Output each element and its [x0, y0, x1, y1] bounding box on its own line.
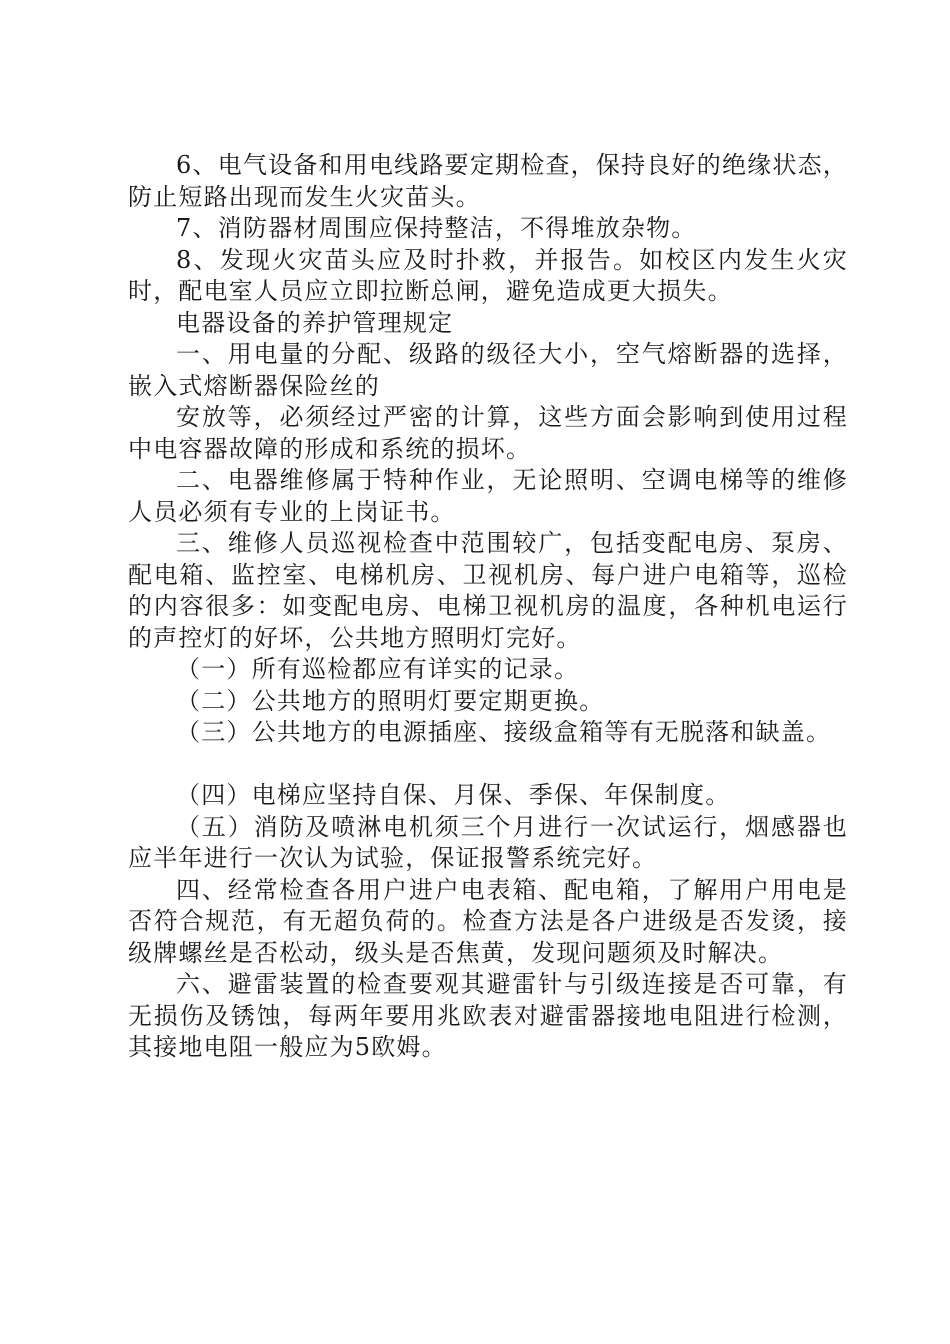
- paragraph-7-fire-equipment: 7、消防器材周围应保持整洁，不得堆放杂物。: [176, 214, 697, 242]
- paragraph-subitem-2-lighting: （二）公共地方的照明灯要定期更换。: [176, 686, 605, 715]
- paragraph-subitem-5-fire-pump: （五）消防及喷淋电机须三个月进行一次试运行，烟感器也应半年进行一次认为试验，保证报警系统完好。: [128, 812, 848, 872]
- paragraph-item-2-certification: 二、电器维修属于特种作业，无论照明、空调电梯等的维修人员必须有专业的上岗证书。: [128, 466, 848, 526]
- paragraph-subitem-3-sockets: （三）公共地方的电源插座、接级盒箱等有无脱落和缺盖。: [176, 718, 832, 746]
- paragraph-item-1-distribution: 一、用电量的分配、级路的级径大小，空气熔断器的选择，嵌入式熔断器保险丝的: [128, 340, 848, 400]
- paragraph-subitem-4-elevator: （四）电梯应坚持自保、月保、季保、年保制度。: [176, 781, 731, 809]
- paragraph-subitem-1-records: （一）所有巡检都应有详实的记录。: [176, 655, 580, 683]
- paragraph-item-4-meter-check: 四、经常检查各用户进户电表箱、配电箱，了解用户用电是否符合规范，有无超负荷的。检查方法是各户进级是否发烫，接级牌螺丝是否松动，级头是否焦黄，发现问题须及时解决。: [128, 875, 848, 967]
- paragraph-6-electrical-inspection: 6、电气设备和用电线路要定期检查，保持良好的绝缘状态，防止短路出现而发生火灾苗头。: [128, 151, 848, 211]
- document-body: [128, 150, 848, 1064]
- paragraph-item-1-continued: 安放等，必须经过严密的计算，这些方面会影响到使用过程中电容器故障的形成和系统的损坏。: [128, 403, 848, 463]
- paragraph-8-fire-response: 8、发现火灾苗头应及时扑救，并报告。如校区内发生火灾时，配电室人员应立即拉断总闸，避免造成更大损失。: [128, 245, 848, 305]
- paragraph-item-3-inspection-scope: 三、维修人员巡视检查中范围较广，包括变配电房、泵房、配电箱、监控室、电梯机房、卫视机房、每户进户电箱等，巡检的内容很多：如变配电房、电梯卫视机房的温度，各种机电运行的声控灯的好坏，公共地方照明灯完好。: [128, 529, 848, 652]
- section-heading-maintenance-rules: 电器设备的养护管理规定: [176, 308, 454, 337]
- blank-line: [128, 749, 848, 781]
- paragraph-item-6-lightning: 六、避雷装置的检查要观其避雷针与引级连接是否可靠，有无损伤及锈蚀，每两年要用兆欧表对避雷器接地电阻进行检测，其接地电阻一般应为5欧姆。: [128, 970, 848, 1061]
